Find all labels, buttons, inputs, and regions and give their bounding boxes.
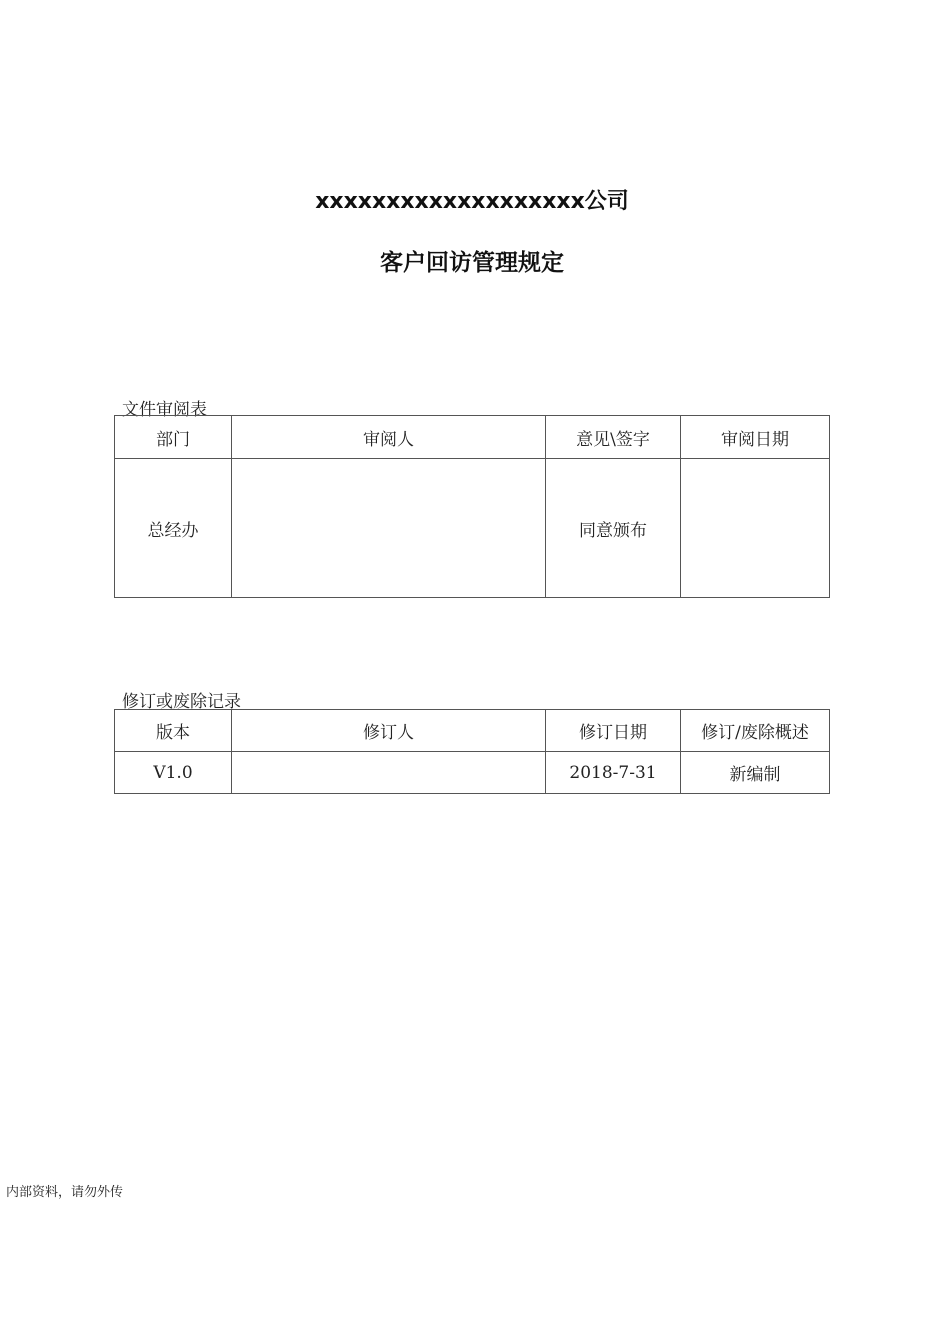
column-header-revision-date: 修订日期 — [546, 710, 681, 752]
review-date-cell — [681, 459, 830, 598]
table-row — [115, 459, 830, 598]
table-row — [115, 752, 830, 794]
revision-table-header-row — [115, 710, 830, 752]
version-cell: V1.0 — [115, 752, 232, 794]
column-header-review-date: 审阅日期 — [681, 416, 830, 459]
department-cell: 总经办 — [115, 459, 232, 598]
review-table-caption: 文件审阅表 — [122, 400, 207, 420]
document-title: 客户回访管理规定 — [380, 250, 564, 276]
column-header-reviser: 修订人 — [232, 710, 546, 752]
revision-summary-cell: 新编制 — [681, 752, 830, 794]
footer-note: 内部资料，请勿外传 — [6, 1185, 124, 1200]
review-table-header-row — [115, 416, 830, 459]
column-header-department: 部门 — [115, 416, 232, 459]
review-table — [114, 415, 830, 598]
column-header-revision-summary: 修订/废除概述 — [681, 710, 830, 752]
company-name: xxxxxxxxxxxxxxxxxxx公司 — [315, 189, 629, 214]
column-header-opinion-signature: 意见\签字 — [546, 416, 681, 459]
column-header-version: 版本 — [115, 710, 232, 752]
reviser-cell — [232, 752, 546, 794]
opinion-cell: 同意颁布 — [546, 459, 681, 598]
revision-table-caption: 修订或废除记录 — [122, 692, 241, 712]
revision-table — [114, 709, 830, 794]
revision-date-cell: 2018-7-31 — [546, 752, 681, 794]
column-header-reviewer: 审阅人 — [232, 416, 546, 459]
reviewer-cell — [232, 459, 546, 598]
